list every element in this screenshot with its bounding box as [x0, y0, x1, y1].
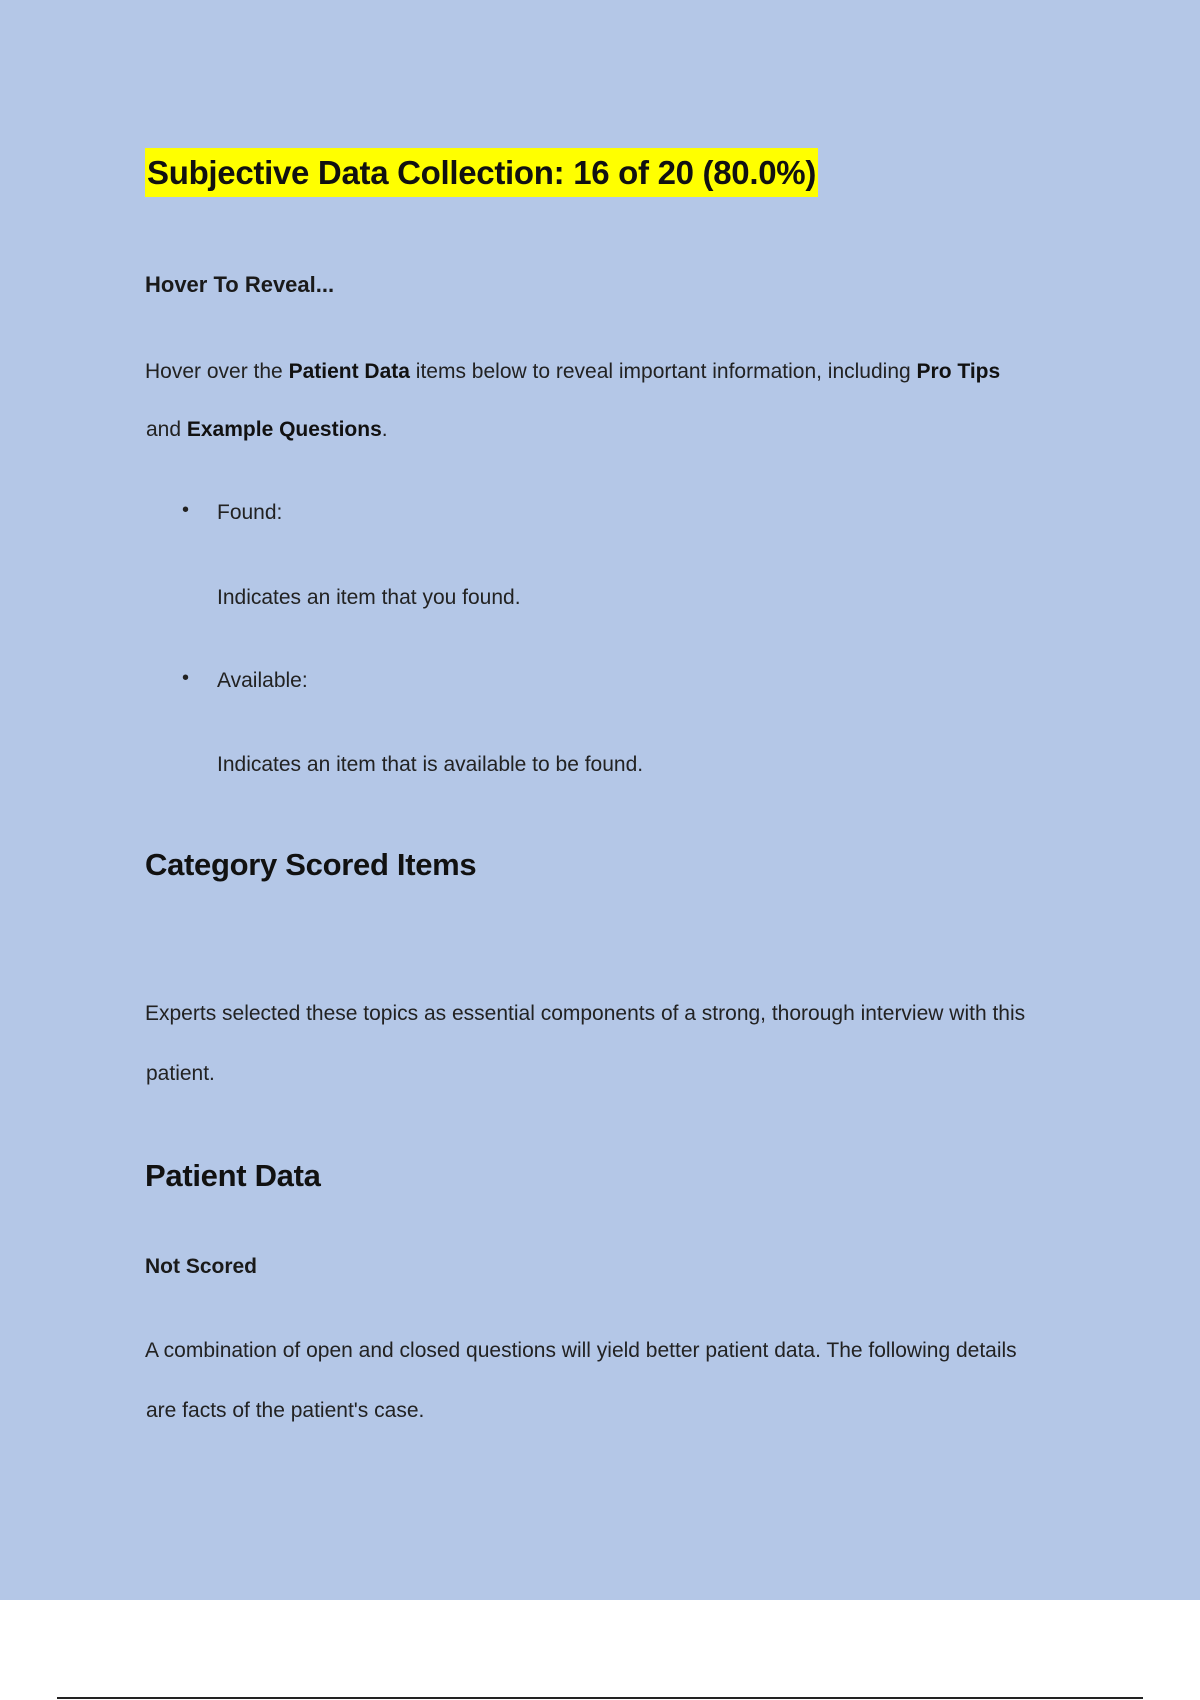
- intro-line-1: [145, 357, 1000, 387]
- footer-divider: [57, 1697, 1143, 1699]
- intro-bold-pro-tips: Pro Tips: [916, 360, 1001, 383]
- intro-bold-example-questions: Example Questions: [186, 418, 382, 441]
- hover-heading: Hover To Reveal...: [145, 272, 335, 297]
- page-title: Subjective Data Collection: 16 of 20 (80.0%): [145, 148, 818, 197]
- legend-description-available: Indicates an item that is available to be found.: [217, 753, 644, 776]
- category-scored-heading: Category Scored Items: [145, 847, 477, 882]
- patient-description-line-1: A combination of open and closed questions will yield better patient data. The following details: [145, 1339, 1017, 1362]
- legend-label-found: Found:: [217, 501, 283, 524]
- intro-text: .: [381, 418, 388, 441]
- category-description-line-2: patient.: [146, 1062, 215, 1085]
- intro-text: Hover over the: [145, 360, 289, 383]
- patient-description-line-2: are facts of the patient's case.: [146, 1399, 425, 1422]
- category-description-line-1: Experts selected these topics as essential components of a strong, thorough interview with this: [145, 1002, 1026, 1025]
- intro-text: items below to reveal important information, including: [409, 360, 917, 383]
- intro-bold-patient-data: Patient Data: [288, 360, 410, 383]
- patient-data-heading: Patient Data: [145, 1158, 321, 1193]
- legend-label-available: Available:: [217, 669, 308, 692]
- bullet-icon: •: [182, 667, 190, 689]
- intro-line-2: [146, 415, 388, 445]
- not-scored-label: Not Scored: [145, 1255, 258, 1278]
- bullet-icon: •: [182, 499, 190, 521]
- intro-text: and: [146, 418, 187, 441]
- legend-description-found: Indicates an item that you found.: [217, 586, 521, 609]
